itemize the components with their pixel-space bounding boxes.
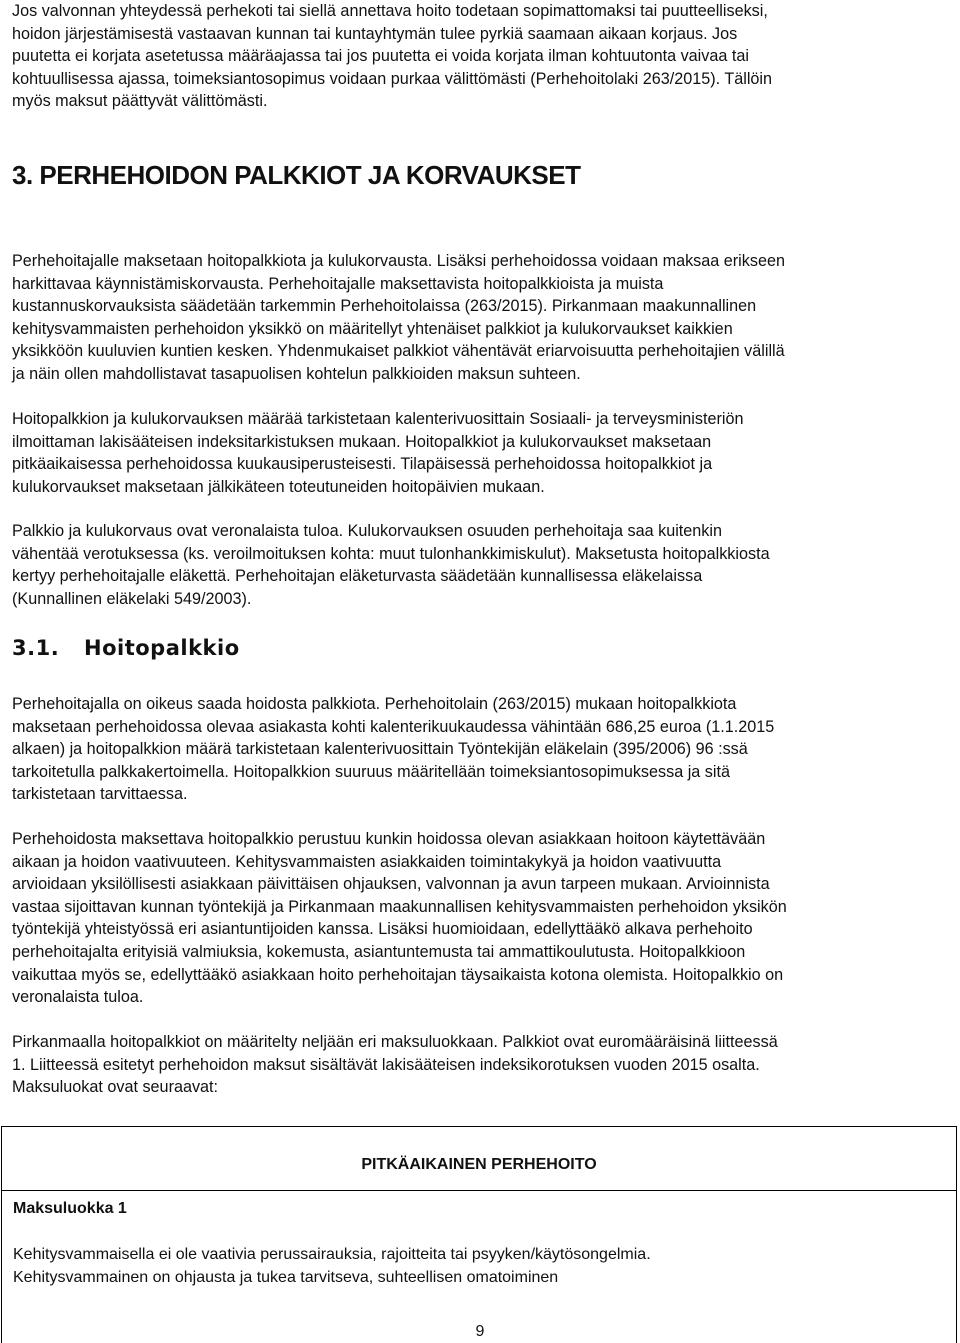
text-line: vähentää verotuksessa (ks. veroilmoituksen kohta: muut tulonhankkimiskulut). Maksetusta hoitopalkkiosta (12, 544, 770, 563)
section-title: Hoitopalkkio (84, 636, 240, 660)
text-line: kehitysvammaisten perhehoidon yksikkö on määritellyt yhtenäiset palkkiot ja kulukorvaukset kaikkien (12, 319, 733, 338)
section-3-heading: 3. PERHEHOIDON PALKKIOT JA KORVAUKSET (12, 160, 581, 190)
text-line: (Kunnallinen eläkelaki 549/2003). (12, 589, 252, 608)
section-3-1-heading (12, 636, 240, 660)
text-line: alkaen) ja hoitopalkkion määrä tarkistetaan kalenterivuosittain Työntekijän eläkelain (395/2006) 96 :ssä (12, 740, 748, 759)
text-line: hoidon järjestämisestä vastaavan kunnan tai kuntayhtymän tulee pyrkiä saamaan aikaan korjaus. Jos (12, 24, 738, 43)
table-header: PITKÄAIKAINEN PERHEHOITO (361, 1156, 597, 1173)
text-line: Perhehoitajalla on oikeus saada hoidosta palkkiota. Perhehoitolain (263/2015) mukaan hoitopalkkiota (12, 695, 737, 713)
text-line: ja näin ollen mahdollistavat tasapuolisen kohtelun palkkioiden maksun suhteen. (12, 364, 581, 383)
fee-class-description (13, 1244, 651, 1289)
text-line: Kehitysvammainen on ohjausta ja tukea tarvitseva, suhteellisen omatoiminen (13, 1268, 559, 1286)
intro-paragraph (12, 0, 947, 113)
text-line: kohtuullisessa ajassa, toimeksiantosopimus voidaan purkaa välittömästi (Perhehoitolaki 263/2015). Tällöin (12, 69, 773, 88)
text-line: arvioidaan yksilöllisesti asiakkaan päivittäisen ohjauksen, valvonnan ja avun tarpeen mukaan. Arvioinnista (12, 875, 770, 894)
fee-class-label: Maksuluokka 1 (13, 1200, 127, 1217)
text-line: yksikköön kuuluvien kuntien kesken. Yhdenmukaiset palkkiot vähentävät eriarvoisuutta perhehoitajien välillä (12, 342, 785, 361)
text-line: kulukorvaukset maksetaan jälkikäteen toteutuneiden hoitopäivien mukaan. (12, 477, 545, 496)
text-line: tarkoitetulla palkkakertoimella. Hoitopalkkion suuruus määritellään toimeksiantosopimuksessa ja sitä (12, 762, 730, 781)
text-line: veronalaista tuloa. (12, 988, 144, 1007)
paragraph-index-adjustment (12, 408, 947, 498)
text-line: 1. Liitteessä esitetyt perhehoidon maksut sisältävät lakisääteisen indeksikorotuksen vuoden 2015 osalta. (12, 1055, 760, 1074)
table-divider (2, 1190, 956, 1191)
text-line: maksetaan perhehoidossa olevaa asiakasta kohti kalenterikuukaudessa vähintään 686,25 euroa (1.1.2015 (12, 717, 775, 736)
paragraph-care-fee-basis (12, 828, 947, 1009)
text-line: vaikuttaa myös se, edellyttääkö asiakkaan hoito perhehoitajan täysaikaista kotona olemista. Hoitopalkkio on (12, 965, 784, 984)
paragraph-care-fee-right (12, 693, 947, 806)
text-line: Palkkio ja kulukorvaus ovat veronalaista tuloa. Kulukorvauksen osuuden perhehoitaja saa kuitenkin (12, 522, 722, 540)
text-line: kertyy perhehoitajalle eläkettä. Perhehoitajan eläketurvasta säädetään kunnallisessa eläkelaissa (12, 567, 703, 586)
text-line: vastaa sijoittavan kunnan työntekijä ja Pirkanmaan maakunnallisen kehitysvammaisten perhehoidon yksikön (12, 897, 787, 916)
text-line: puutetta ei korjata asetetussa määräajassa tai jos puutetta ei voida korjata ilman kohtuutonta vaivaa tai (12, 47, 749, 66)
text-line: ilmoittaman lakisääteisen indeksitarkistuksen mukaan. Hoitopalkkiot ja kulukorvaukset maksetaan (12, 432, 712, 451)
text-line: työntekijä yhteistyössä eri asiantuntijoiden kanssa. Lisäksi huomioidaan, edellyttääkö alkava perhehoito (12, 920, 753, 939)
text-line: tarkistetaan tarvittaessa. (12, 785, 188, 804)
text-line: Kehitysvammaisella ei ole vaativia perussairauksia, rajoitteita tai psyyken/käytösongelmia. (13, 1246, 651, 1263)
paragraph-fee-classes (12, 1031, 947, 1099)
text-line: Perhehoitajalle maksetaan hoitopalkkiota ja kulukorvausta. Lisäksi perhehoidossa voidaan maksaa erikseen (12, 252, 785, 270)
paragraph-fees-overview (12, 250, 947, 386)
page-number: 9 (475, 1323, 485, 1340)
text-line: kustannuskorvauksista säädetään tarkemmin Perhehoitolaissa (263/2015). Pirkanmaan maakunnallinen (12, 297, 757, 316)
section-number: 3.1. (12, 636, 60, 660)
text-line: Hoitopalkkion ja kulukorvauksen määrää tarkistetaan kalenterivuosittain Sosiaali- ja terveysministeriön (12, 410, 744, 428)
text-line: Jos valvonnan yhteydessä perhekoti tai siellä annettava hoito todetaan sopimattomaksi tai puutteelliseksi, (12, 2, 768, 20)
text-line: Perhehoidosta maksettava hoitopalkkio perustuu kunkin hoidossa olevan asiakkaan hoitoon käytettävään (12, 830, 766, 848)
fee-class-table (1, 1126, 957, 1343)
text-line: Maksuluokat ovat seuraavat: (12, 1078, 219, 1097)
text-line: aikaan ja hoidon vaativuuteen. Kehitysvammaisten asiakkaiden toimintakykyä ja hoidon vaativuutta (12, 852, 722, 871)
text-line: myös maksut päättyvät välittömästi. (12, 92, 268, 111)
text-line: pitkäaikaisessa perhehoidossa kuukausiperusteisesti. Tilapäisessä perhehoidossa hoitopalkkiot ja (12, 455, 713, 474)
text-line: Pirkanmaalla hoitopalkkiot on määritelty neljään eri maksuluokkaan. Palkkiot ovat euromääräisinä liitteessä (12, 1033, 778, 1051)
text-line: perhehoitajalta erityisiä valmiuksia, kokemusta, asiantuntemusta tai ammattikoulutusta. Hoitopalkkioon (12, 942, 746, 961)
text-line: harkittavaa käynnistämiskorvausta. Perhehoitajalle maksettavista hoitopalkkioista ja muista (12, 274, 664, 293)
paragraph-taxation (12, 520, 947, 610)
